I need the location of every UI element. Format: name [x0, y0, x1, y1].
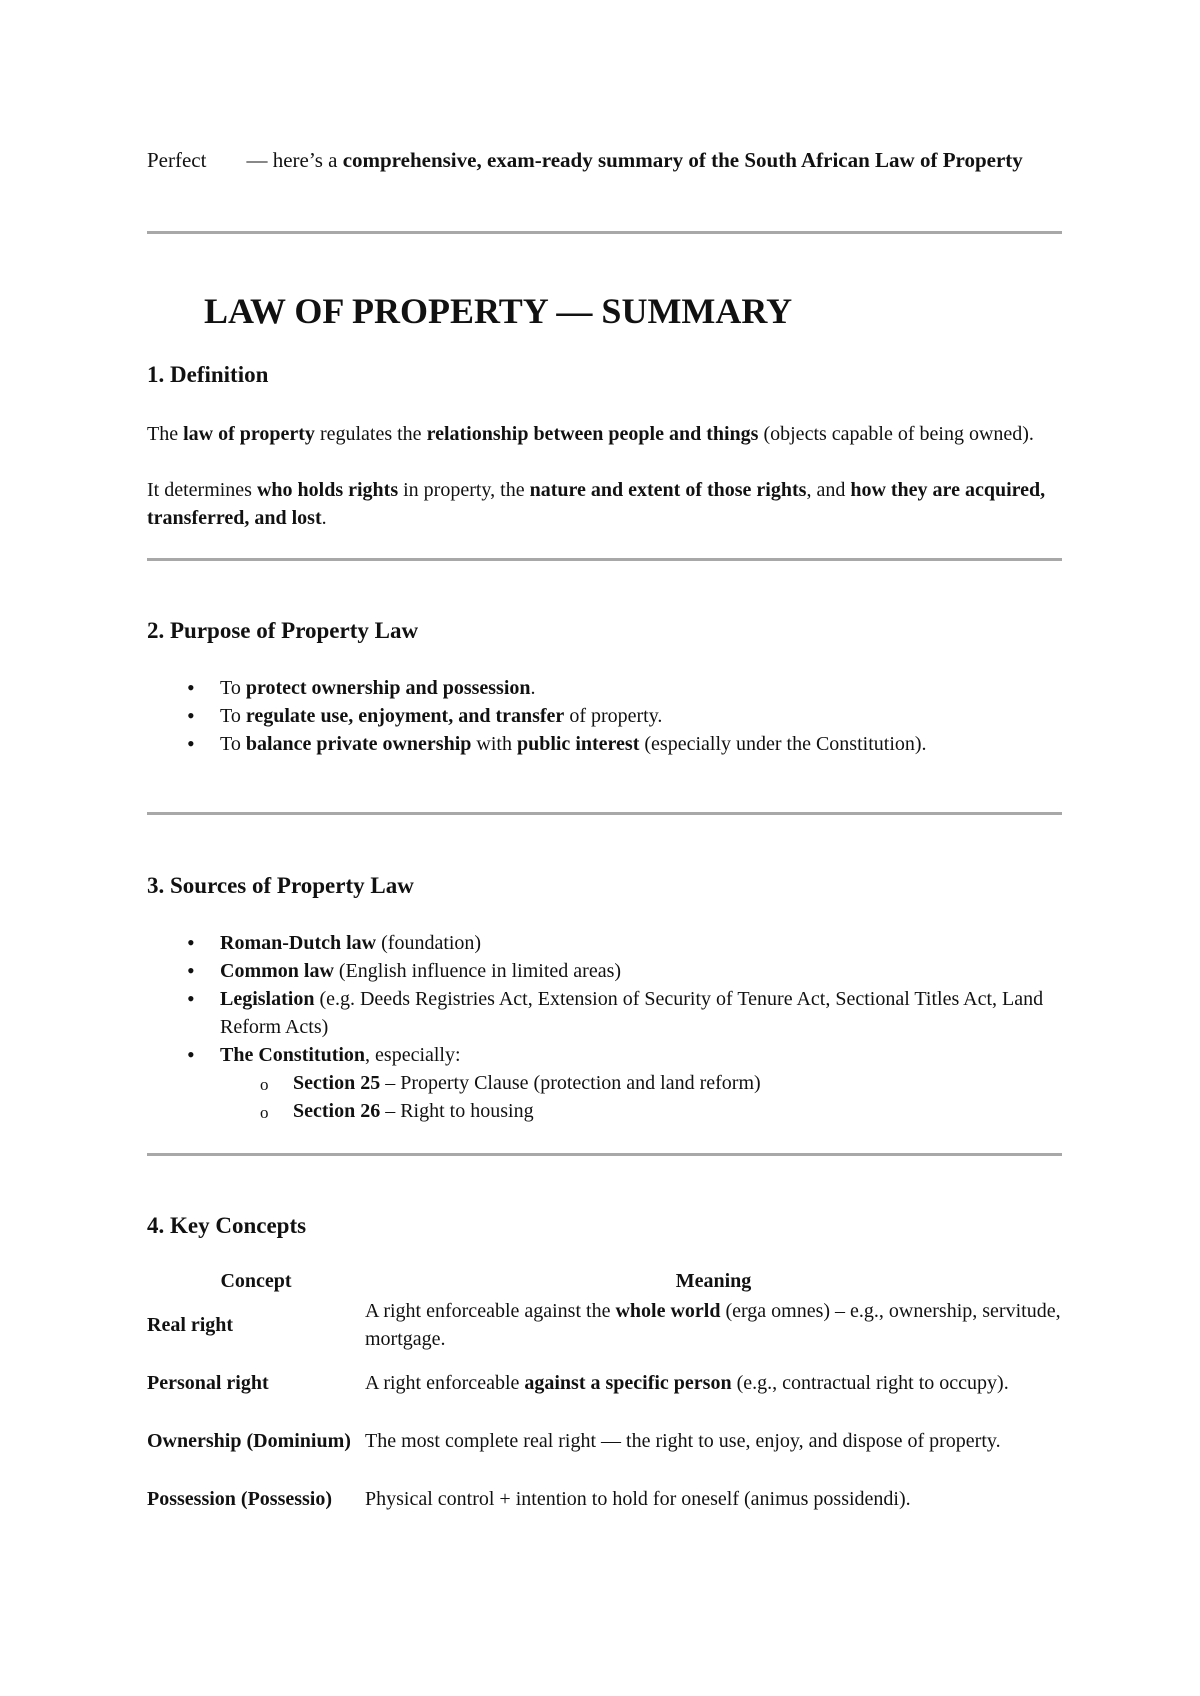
bold-run: public interest: [516, 733, 640, 755]
bold-run: who holds rights: [256, 479, 399, 501]
list-item: [147, 985, 1062, 1041]
bold-run: protect ownership and possession: [245, 677, 531, 699]
section-heading-definition: 1. Definition: [147, 362, 269, 387]
definition-paragraph-2: [147, 476, 1062, 532]
text-run: (English influence in limited areas): [333, 960, 622, 982]
column-header-concept: Concept: [220, 1270, 292, 1292]
divider: [147, 812, 1062, 815]
table-header-row: [147, 1266, 1062, 1296]
bold-run: Legislation: [220, 988, 315, 1010]
bold-run: The Constitution: [220, 1044, 366, 1066]
table-row: [147, 1296, 1062, 1354]
text-run: The: [147, 423, 184, 445]
bold-run: balance private ownership: [245, 733, 472, 755]
definition-paragraph-1: [147, 420, 1062, 448]
table-row: [147, 1470, 1062, 1528]
sublist-item: [220, 1097, 1062, 1125]
bold-run: whole world: [615, 1300, 721, 1322]
section-heading-purpose: 2. Purpose of Property Law: [147, 618, 419, 643]
list-item: [147, 674, 1062, 702]
meaning-cell: [365, 1470, 1062, 1528]
text-run: (foundation): [376, 932, 482, 954]
text-run: (erga omnes) – e.g., ownership, servitude, mortgage.: [365, 1300, 1061, 1350]
text-run: Physical control + intention to hold for oneself (animus possidendi).: [365, 1488, 911, 1510]
text-run: , especially:: [365, 1044, 461, 1066]
list-item: [147, 1041, 1062, 1125]
text-run: A right enforceable: [365, 1372, 525, 1394]
section-heading-key-concepts: 4. Key Concepts: [147, 1213, 307, 1238]
text-run: .: [321, 507, 327, 529]
meaning-cell: [365, 1354, 1062, 1412]
intro-lead: Perfect: [147, 148, 207, 172]
bold-run: Common law: [220, 960, 334, 982]
text-run: – Property Clause (protection and land reform): [380, 1072, 761, 1094]
text-run: with: [471, 733, 517, 755]
text-run: To: [220, 705, 246, 727]
column-header-meaning: Meaning: [675, 1270, 752, 1292]
key-concepts-table: [147, 1266, 1062, 1528]
text-run: The most complete real right — the right to use, enjoy, and dispose of property.: [365, 1430, 1001, 1452]
text-run: in property, the: [398, 479, 530, 501]
text-run: .: [530, 677, 536, 699]
sources-list: [147, 929, 1062, 1125]
text-run: To: [220, 677, 246, 699]
text-run: A right enforceable against the: [365, 1300, 616, 1322]
bold-run: against a specific person: [524, 1372, 732, 1394]
bold-run: Section 26: [293, 1100, 381, 1122]
text-run: (especially under the Constitution).: [639, 733, 927, 755]
bold-run: Roman-Dutch law: [220, 932, 377, 954]
text-run: regulates the: [314, 423, 427, 445]
table-row: [147, 1412, 1062, 1470]
table-row: [147, 1354, 1062, 1412]
list-item: [147, 730, 1062, 758]
constitution-sublist: [220, 1069, 1062, 1125]
concept-cell: Personal right: [147, 1372, 269, 1394]
text-run: To: [220, 733, 246, 755]
list-item: [147, 702, 1062, 730]
intro-paragraph: [147, 146, 1062, 175]
page-title: LAW OF PROPERTY — SUMMARY: [204, 291, 793, 331]
text-run: , and: [806, 479, 851, 501]
bold-run: Section 25: [293, 1072, 381, 1094]
bold-run: how they are acquired, transferred, and lost: [147, 479, 1046, 529]
bold-run: relationship between people and things: [426, 423, 759, 445]
text-run: (objects capable of being owned).: [758, 423, 1034, 445]
text-run: (e.g., contractual right to occupy).: [731, 1372, 1009, 1394]
bold-run: regulate use, enjoyment, and transfer: [245, 705, 565, 727]
list-item: [147, 957, 1062, 985]
intro-bold: comprehensive, exam-ready summary of the South African Law of Property: [342, 148, 1023, 172]
text-run: It determines: [147, 479, 257, 501]
section-heading-sources: 3. Sources of Property Law: [147, 873, 414, 898]
meaning-cell: [365, 1412, 1062, 1470]
purpose-list: [147, 674, 1062, 758]
text-run: – Right to housing: [380, 1100, 534, 1122]
concept-cell: Possession (Possessio): [147, 1488, 333, 1510]
sublist-item: [220, 1069, 1062, 1097]
meaning-cell: [365, 1296, 1062, 1354]
divider: [147, 231, 1062, 234]
bold-run: law of property: [183, 423, 315, 445]
concept-cell: Ownership (Dominium): [147, 1430, 351, 1452]
divider: [147, 1153, 1062, 1156]
text-run: (e.g. Deeds Registries Act, Extension of Security of Tenure Act, Sectional Titles Act, Land Reform Acts): [220, 988, 1044, 1038]
bold-run: nature and extent of those rights: [529, 479, 807, 501]
divider: [147, 558, 1062, 561]
intro-mid: — here’s a: [246, 148, 343, 172]
text-run: of property.: [564, 705, 663, 727]
list-item: [147, 929, 1062, 957]
concept-cell: Real right: [147, 1314, 234, 1336]
